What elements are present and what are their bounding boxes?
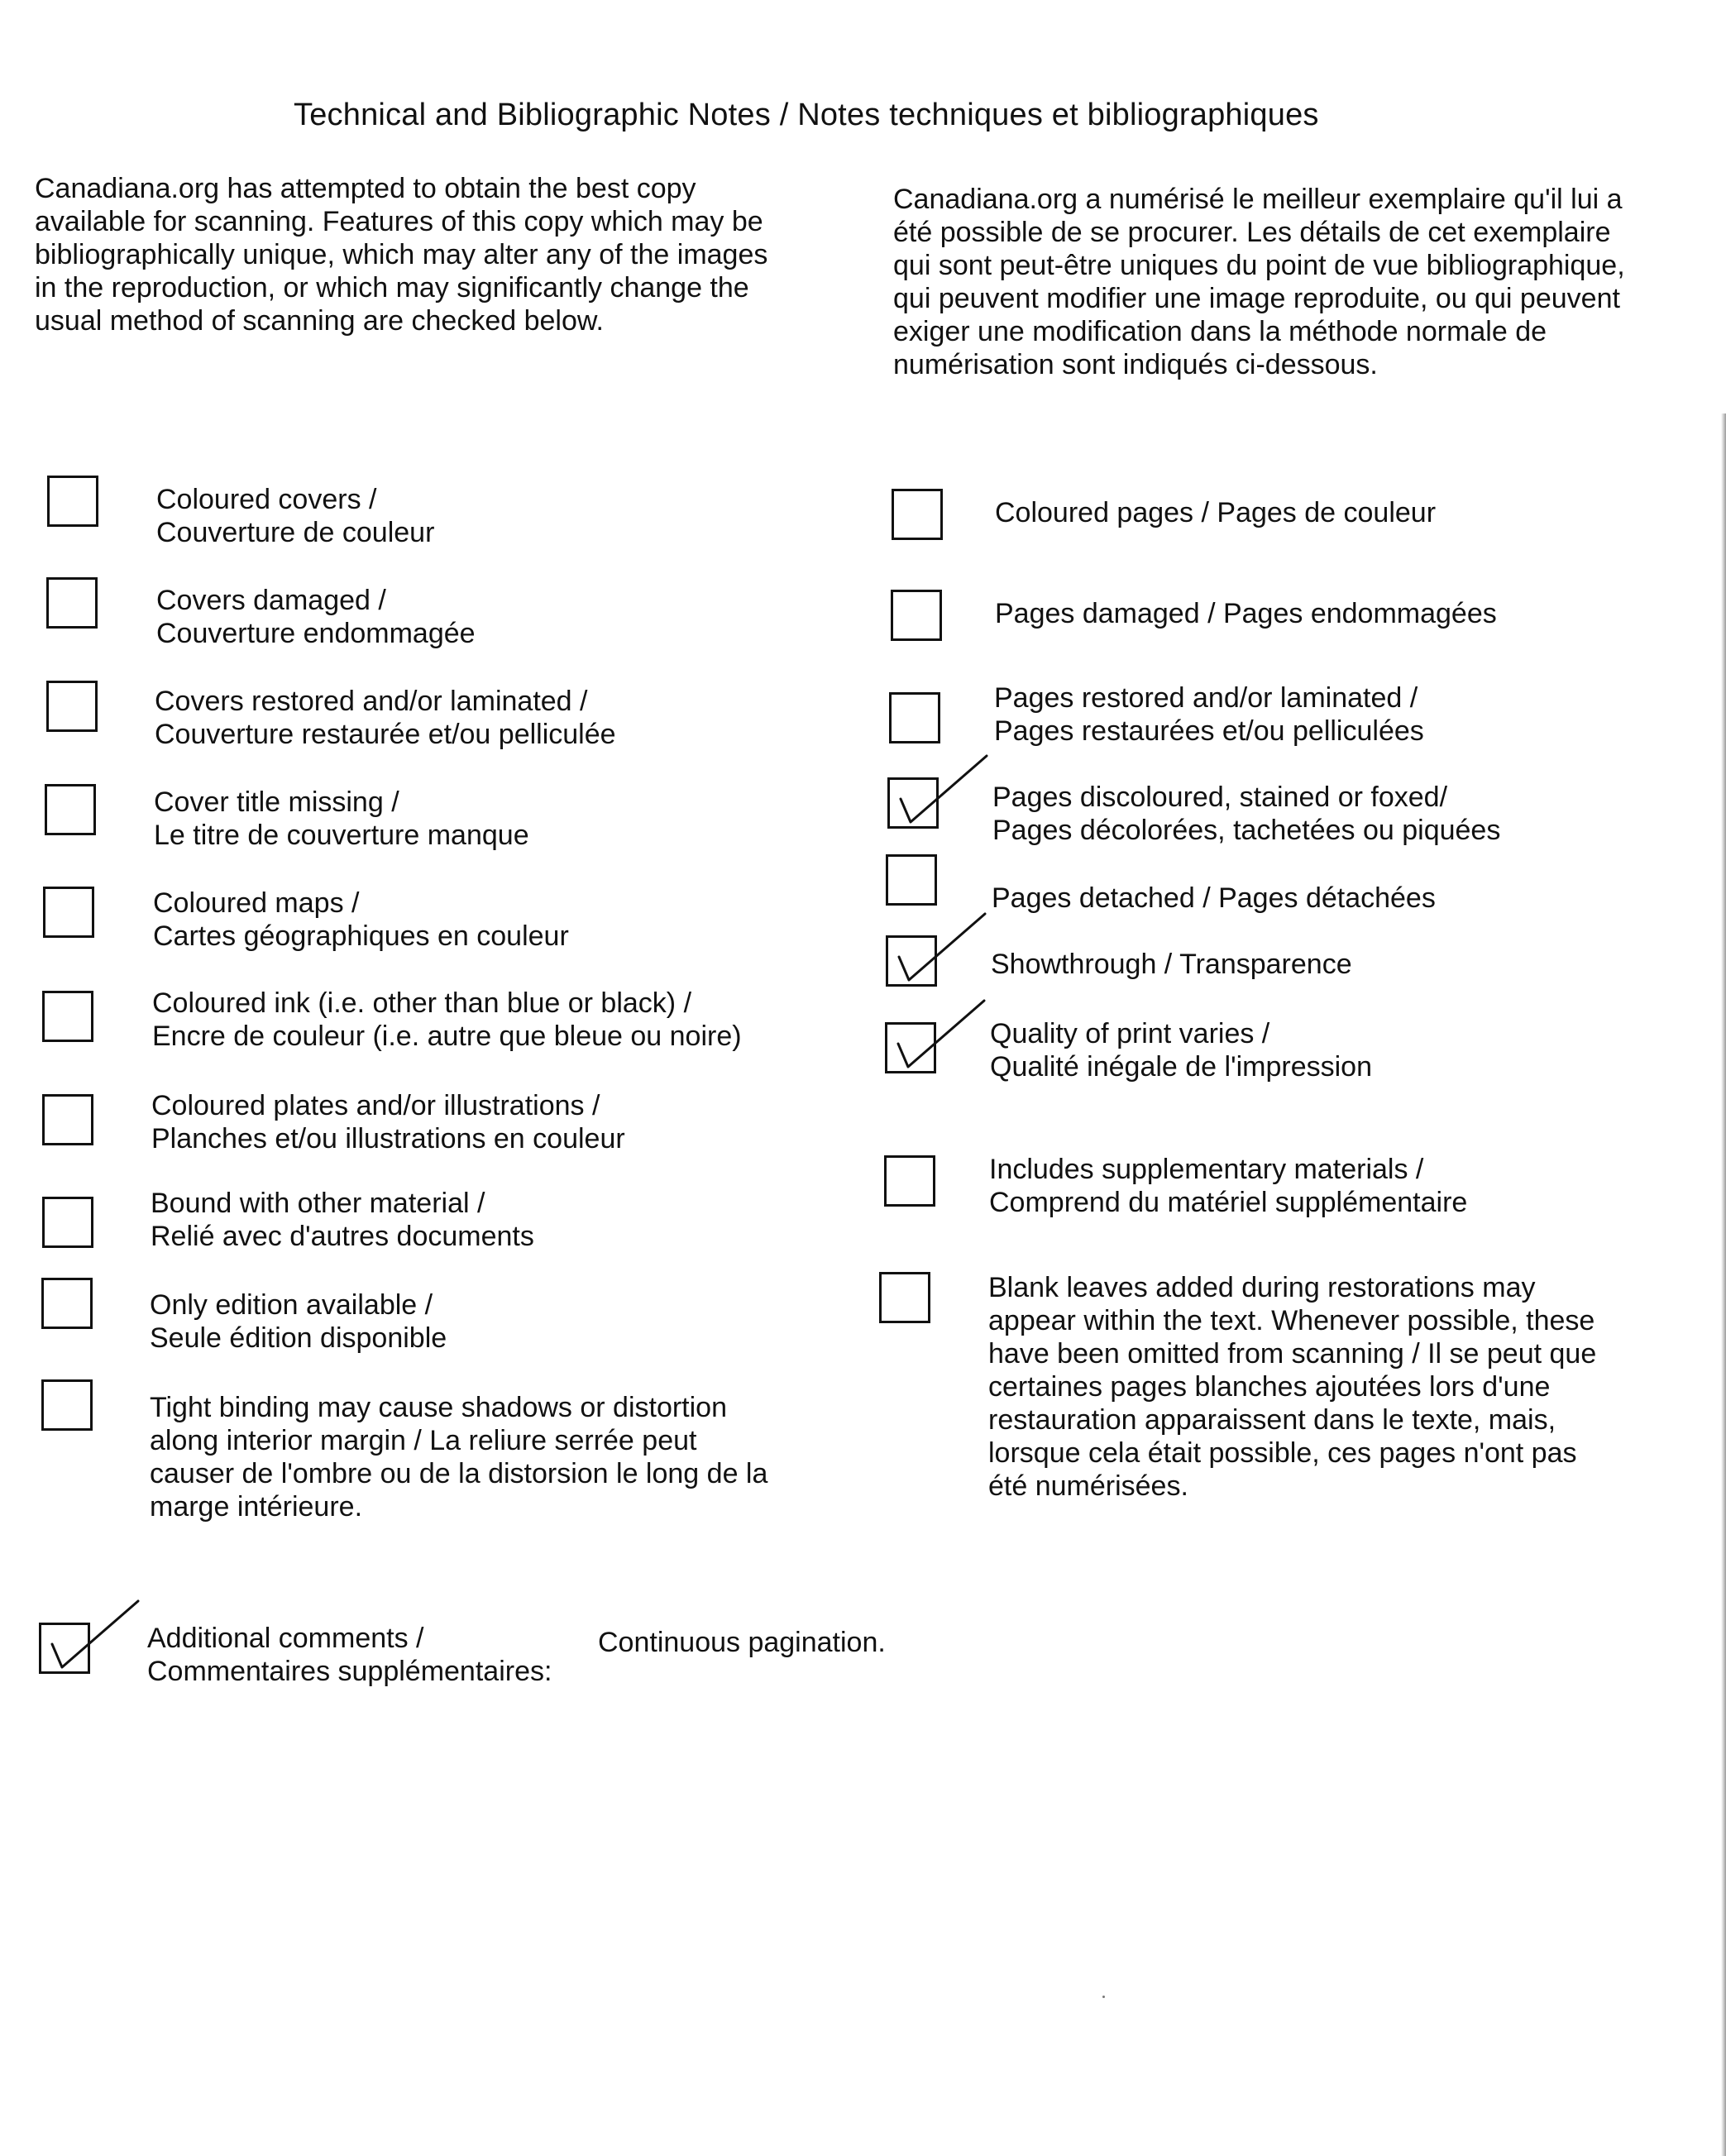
left-checkbox-5[interactable] — [43, 887, 94, 938]
checkmark-icon — [45, 1593, 153, 1676]
label-line: Coloured maps / — [153, 887, 360, 919]
checkmark-icon — [892, 906, 1000, 988]
right-item-label-3 — [994, 681, 1424, 748]
label-line: Pages detached / Pages détachées — [992, 882, 1436, 914]
checkmark-icon — [892, 992, 999, 1075]
left-checkbox-10[interactable] — [41, 1379, 93, 1431]
right-item-label-9 — [988, 1271, 1596, 1503]
text-line: qui sont peut-être uniques du point de vue bibliographique, — [893, 250, 1625, 281]
label-line: Le titre de couverture manque — [154, 820, 529, 851]
right-checkbox-3[interactable] — [889, 692, 940, 743]
right-item-label-2 — [995, 597, 1497, 630]
text-line: Canadiana.org a numérisé le meilleur exemplaire qu'il lui a — [893, 184, 1623, 215]
label-line: Blank leaves added during restorations may — [988, 1272, 1536, 1303]
text-line: usual method of scanning are checked below. — [35, 305, 605, 337]
text-line: été possible de se procurer. Les détails de cet exemplaire — [893, 217, 1611, 248]
left-checkbox-8[interactable] — [42, 1197, 93, 1248]
right-item-label-6 — [991, 948, 1352, 981]
label-line: Planches et/ou illustrations en couleur — [151, 1123, 625, 1154]
label-line: along interior margin / La reliure serrée peut — [150, 1425, 697, 1456]
label-line: lorsque cela était possible, ces pages n'ont pas — [988, 1437, 1577, 1469]
label-line: Showthrough / Transparence — [991, 949, 1352, 980]
left-item-label-6 — [152, 987, 742, 1053]
label-line: Couverture restaurée et/ou pelliculée — [155, 719, 616, 750]
text-line: in the reproduction, or which may significantly change the — [35, 272, 749, 304]
text-line: Canadiana.org has attempted to obtain the best copy — [35, 173, 696, 204]
label-line: restauration apparaissent dans le texte, mais, — [988, 1404, 1556, 1436]
label-line: certaines pages blanches ajoutées lors d'une — [988, 1371, 1551, 1403]
left-item-label-2 — [156, 584, 476, 650]
left-checkbox-4[interactable] — [45, 784, 96, 835]
label-line: Cartes géographiques en couleur — [153, 920, 569, 952]
label-line: Only edition available / — [150, 1289, 433, 1321]
label-line: Covers restored and/or laminated / — [155, 686, 588, 717]
scan-edge-shadow — [1721, 414, 1726, 2156]
additional-comments-label — [147, 1622, 552, 1688]
label-line: Coloured ink (i.e. other than blue or black) / — [152, 987, 692, 1019]
left-item-label-10 — [150, 1391, 767, 1523]
intro-french — [893, 183, 1625, 381]
label-line: Pages discoloured, stained or foxed/ — [992, 782, 1448, 813]
left-checkbox-2[interactable] — [46, 577, 98, 629]
page-title: Technical and Bibliographic Notes / Notes techniques et bibliographiques — [294, 98, 1319, 132]
label-line: Commentaires supplémentaires: — [147, 1656, 552, 1687]
label-line: Includes supplementary materials / — [989, 1154, 1424, 1185]
label-line: Pages damaged / Pages endommagées — [995, 598, 1497, 629]
left-item-label-7 — [151, 1089, 625, 1155]
left-item-label-5 — [153, 887, 569, 953]
label-line: Relié avec d'autres documents — [151, 1221, 534, 1252]
label-line: causer de l'ombre ou de la distorsion le long de la — [150, 1458, 768, 1489]
text-line: qui peuvent modifier une image reproduite, ou qui peuvent — [893, 283, 1620, 314]
left-item-label-1 — [156, 483, 434, 549]
right-item-label-1 — [995, 496, 1436, 529]
label-line: Pages restored and/or laminated / — [994, 682, 1418, 714]
label-line: été numérisées. — [988, 1470, 1188, 1502]
label-line: Quality of print varies / — [990, 1018, 1270, 1049]
label-line: marge intérieure. — [150, 1491, 363, 1523]
right-checkbox-8[interactable] — [884, 1155, 935, 1207]
label-line: Pages décolorées, tachetées ou piquées — [992, 815, 1501, 846]
right-checkbox-2[interactable] — [891, 590, 942, 641]
text-line: bibliographically unique, which may alter any of the images — [35, 239, 768, 270]
label-line: Seule édition disponible — [150, 1322, 447, 1354]
left-checkbox-9[interactable] — [41, 1278, 93, 1329]
left-item-label-4 — [154, 786, 529, 852]
checkmark-icon — [894, 748, 1002, 830]
left-checkbox-1[interactable] — [47, 476, 98, 527]
label-line: appear within the text. Whenever possible, these — [988, 1305, 1595, 1336]
additional-comments-value: Continuous pagination. — [598, 1627, 886, 1658]
right-checkbox-1[interactable] — [892, 489, 943, 540]
label-line: Tight binding may cause shadows or distortion — [150, 1392, 727, 1423]
left-checkbox-6[interactable] — [42, 991, 93, 1042]
text-line: exiger une modification dans la méthode normale de — [893, 316, 1547, 347]
intro-english — [35, 172, 767, 337]
right-item-label-7 — [990, 1017, 1372, 1083]
label-line: Comprend du matériel supplémentaire — [989, 1187, 1468, 1218]
label-line: Cover title missing / — [154, 786, 399, 818]
label-line: Coloured pages / Pages de couleur — [995, 497, 1437, 528]
label-line: Coloured plates and/or illustrations / — [151, 1090, 600, 1121]
left-item-label-3 — [155, 685, 616, 751]
label-line: Pages restaurées et/ou pelliculées — [994, 715, 1424, 747]
right-item-label-5 — [992, 882, 1436, 915]
right-checkbox-9[interactable] — [879, 1272, 930, 1323]
label-line: Qualité inégale de l'impression — [990, 1051, 1372, 1083]
right-item-label-8 — [989, 1153, 1467, 1219]
left-checkbox-3[interactable] — [46, 681, 98, 732]
label-line: Couverture de couleur — [156, 517, 435, 548]
left-checkbox-7[interactable] — [42, 1094, 93, 1145]
right-item-label-4 — [992, 781, 1500, 847]
right-checkbox-5[interactable] — [886, 854, 937, 906]
label-line: Additional comments / — [147, 1623, 424, 1654]
scan-speck — [1102, 1996, 1105, 1998]
label-line: Encre de couleur (i.e. autre que bleue ou noire) — [152, 1021, 742, 1052]
label-line: have been omitted from scanning / Il se peut que — [988, 1338, 1597, 1370]
left-item-label-9 — [150, 1288, 447, 1355]
left-item-label-8 — [151, 1187, 534, 1253]
label-line: Covers damaged / — [156, 585, 386, 616]
text-line: available for scanning. Features of this copy which may be — [35, 206, 763, 237]
label-line: Coloured covers / — [156, 484, 377, 515]
label-line: Bound with other material / — [151, 1188, 485, 1219]
label-line: Couverture endommagée — [156, 618, 476, 649]
text-line: numérisation sont indiqués ci-dessous. — [893, 349, 1378, 380]
